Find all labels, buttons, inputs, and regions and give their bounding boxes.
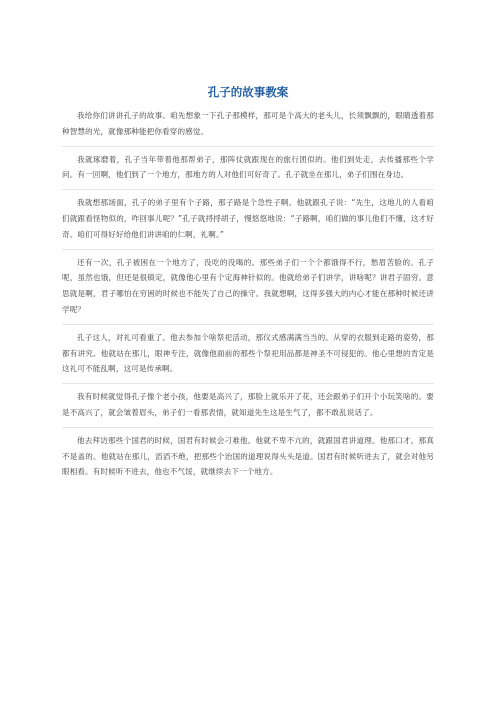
paragraph: 他去拜访那些个国君的时候，国君有时候会刁难他。他就不卑不亢的，就跟国君讲道理。他那口才，那真不是盖的。他就站在那儿，滔滔不绝，把那些个治国的道理说得头头是道。国君有时候听进去了，就会对他另眼相看。有时候听不进去，他也不气馁，就继续去下一个地方。: [62, 435, 434, 477]
paragraph: 还有一次，孔子被困在一个地方了，没吃的没喝的。那些弟子们一个个都饿得不行，愁眉苦脸的。孔子呢，虽然也饿，但还是很镇定，就像他心里有个定海神针似的。他就给弟子们讲学，讲啥呢？讲君子固穷。意思就是啊，君子哪怕在穷困的时候也不能失了自己的操守。我就想啊，这得多强大的内心才能在那种时候还讲学呢？: [62, 255, 434, 325]
paragraph: 我有时候就觉得孔子像个老小孩，他要是高兴了，那脸上就乐开了花，还会跟弟子们开个小玩笑啥的。要是不高兴了，就会皱着眉头，弟子们一看那表情，就知道先生这是生气了，都不敢乱说话了。: [62, 389, 434, 428]
paragraph: 孔子这人，对礼可看重了。他去参加个啥祭祀活动，那仪式感满满当当的。从穿的衣服到走路的姿势，那都有讲究。他就站在那儿，眼神专注，就像他面前的那些个祭祀用品都是神圣不可侵犯的。他心里想的肯定是这礼可不能乱啊，这可是传承啊。: [62, 330, 434, 384]
document-page: [62, 84, 434, 491]
paragraph: 我就想那场面，孔子的弟子里有个子路，那子路是个急性子啊。他就跟孔子说：“先生，这地儿的人看咱们就跟看怪物似的，咋回事儿呢？”孔子就捋捋胡子，慢悠悠地说：“子路啊，咱们做的事儿他们不懂，这才好奇。咱们可得好好给他们讲讲咱的仁啊，礼啊。”: [62, 195, 434, 249]
paragraph: 我就琢磨着，孔子当年带着他那帮弟子，那阵仗就跟现在的旅行团似的。他们到处走，去传播那些个学问。有一回啊，他们到了一个地方，那地方的人对他们可好奇了。孔子就坐在那儿，弟子们围在身边。: [62, 152, 434, 191]
document-title: 孔子的故事教案: [207, 85, 289, 99]
paragraph: 我给你们讲讲孔子的故事。咱先想象一下孔子那模样，那可是个高大的老头儿，长须飘飘的，眼睛透着那种智慧的光，就像那种能把你看穿的感觉。: [62, 108, 434, 147]
